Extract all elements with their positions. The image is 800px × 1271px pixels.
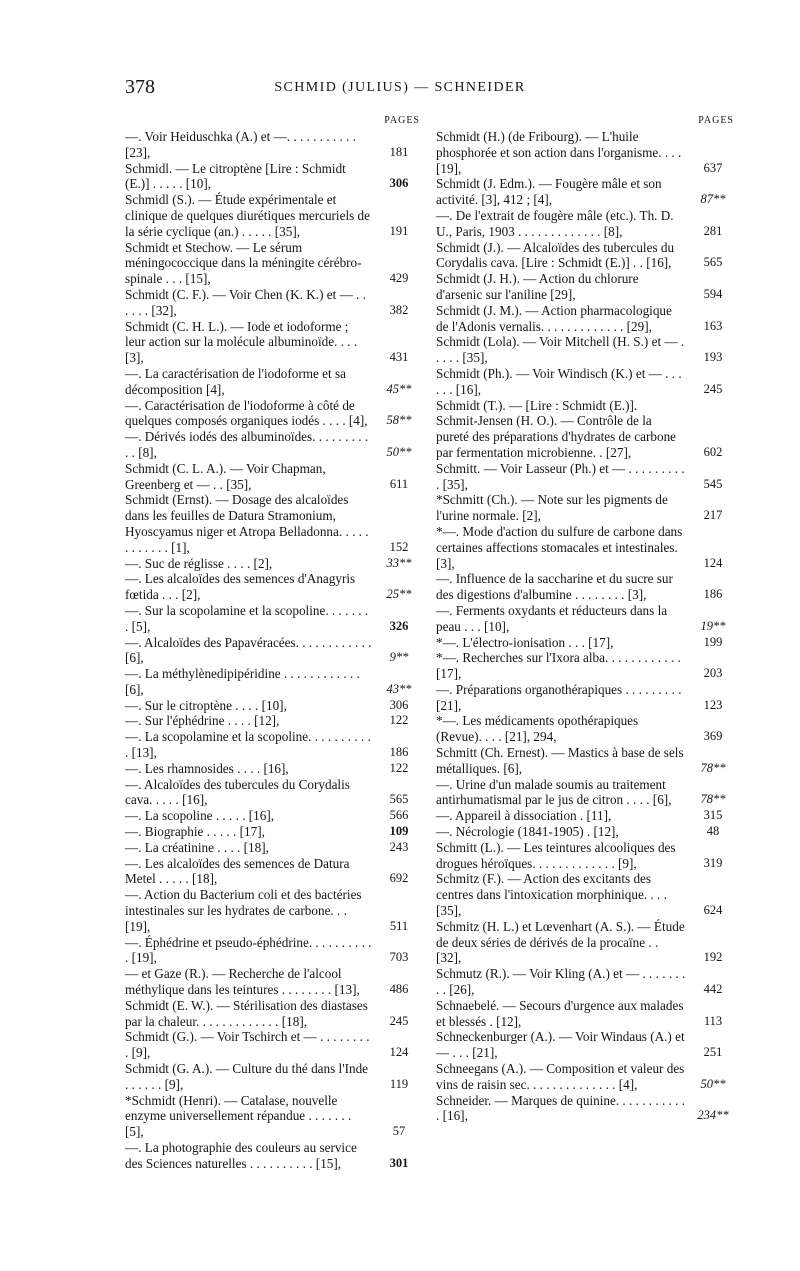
entry-text: —. Influence de la saccharine et du sucre sur des digestions d'albumine . . . . . . . . [3],	[436, 571, 673, 603]
index-entry	[436, 303, 740, 335]
entry-page: 152	[389, 539, 409, 554]
index-entry	[436, 334, 740, 366]
entry-text: Schmitt (L.). — Les teintures alcooliques des drogues héroïques. . . . . . . . . . . . . [9],	[436, 839, 676, 871]
entry-text: Schmidt (Lola). — Voir Mitchell (H. S.) et — . . . . . [35],	[436, 334, 685, 366]
index-entry	[125, 698, 426, 714]
entry-page: 78**	[700, 792, 726, 807]
index-entry	[436, 240, 740, 272]
entry-text: Schmidt (G. A.). — Culture du thé dans l'Inde . . . . . . [9],	[125, 1061, 369, 1092]
entry-text: —. Sur l'éphédrine . . . . [12],	[125, 713, 280, 729]
entry-page: 33**	[386, 555, 412, 570]
entry-text: —. La scopoline . . . . . [16],	[125, 808, 275, 824]
entry-page: 243	[389, 839, 409, 854]
entry-text: —. Biographie . . . . . [17],	[125, 824, 265, 840]
entry-text: —. Les rhamnosides . . . . [16],	[125, 760, 289, 776]
entry-page: 382	[389, 302, 409, 317]
index-entry	[125, 713, 426, 729]
index-entry	[125, 461, 426, 493]
index-entry	[125, 161, 426, 193]
entry-page: 234**	[697, 1108, 729, 1123]
index-entry	[125, 998, 426, 1030]
entry-text: —. Alcaloïdes des Papavéracées. . . . . . . . . . . . [6],	[125, 634, 372, 666]
entry-page: 9**	[389, 650, 409, 665]
entry-page: 45**	[386, 381, 412, 396]
entry-page: 193	[703, 350, 723, 365]
entry-text: Schmidt (C. L. A.). — Voir Chapman, Greenberg et — . . [35],	[125, 460, 326, 492]
entry-text: *—. Recherches sur l'Ixora alba. . . . . . . . . . . . [17],	[436, 650, 681, 682]
entry-page: 122	[389, 713, 409, 728]
left-column	[125, 115, 426, 1172]
entry-page: 124	[703, 555, 723, 570]
entry-text: —. La créatinine . . . . [18],	[125, 839, 269, 855]
entry-page: 369	[703, 729, 723, 744]
entry-text: Schmit-Jensen (H. O.). — Contrôle de la pureté des préparations d'hydrates de carbone par fermentation microbienne. . [27],	[436, 413, 677, 460]
entry-text: —. Action du Bacterium coli et des bactéries intestinales sur les hydrates de carbone. . . [19],	[125, 887, 362, 934]
entry-text: *—. Les médicaments opothérapiques (Revue). . . . [21], 294,	[436, 713, 639, 745]
index-entry	[125, 192, 426, 239]
entry-text: —. Nécrologie (1841-1905) . [12],	[436, 824, 619, 840]
entry-page: 192	[703, 950, 723, 965]
index-entry	[125, 398, 426, 430]
index-entry	[436, 777, 740, 809]
page-header	[0, 72, 800, 112]
index-entry	[125, 1029, 426, 1061]
entry-page: 692	[389, 871, 409, 886]
entry-page: 119	[389, 1076, 409, 1091]
entry-page: 57	[392, 1124, 406, 1139]
index-entry	[436, 208, 740, 240]
entry-text: —. Éphédrine et pseudo-éphédrine. . . . . . . . . . . [19],	[125, 934, 372, 966]
left-entries	[125, 129, 426, 1172]
entry-text: Schmutz (R.). — Voir Kling (A.) et — . . . . . . . . . [26],	[436, 966, 686, 998]
entry-text: Schmitz (F.). — Action des excitants des centres dans l'intoxication morphinique. . . . [35],	[436, 871, 667, 919]
entry-text: —. La méthylènedipipéridine . . . . . . . . . . . . [6],	[125, 666, 360, 697]
entry-text: —. Sur le citroptène . . . . [10],	[125, 697, 287, 713]
index-entry	[436, 524, 740, 571]
entry-page: 203	[703, 666, 723, 681]
index-entry	[436, 650, 740, 682]
index-entry	[436, 492, 740, 524]
entry-text: —. Les alcaloïdes des semences d'Anagyris fœtida . . . [2],	[125, 571, 356, 603]
entry-text: —. De l'extrait de fougère mâle (etc.). Th. D. U., Paris, 1903 . . . . . . . . . . . . . [8],	[436, 207, 674, 239]
index-entry	[125, 777, 426, 809]
entry-page: 306	[389, 176, 409, 191]
entry-text: —. Ferments oxydants et réducteurs dans la peau . . . [10],	[436, 602, 668, 634]
entry-page: 703	[389, 950, 409, 965]
right-entries	[436, 129, 740, 1124]
entry-text: *Schmidt (Henri). — Catalase, nouvelle enzyme universellement répandue . . . . . . . [5],	[125, 1092, 352, 1140]
pages-column-label: PAGES	[698, 115, 734, 126]
entry-text: Schneckenburger (A.). — Voir Windaus (A.) et — . . . [21],	[436, 1029, 685, 1061]
entry-text: *Schmitt (Ch.). — Note sur les pigments de l'urine normale. [2],	[436, 492, 668, 524]
entry-page: 48	[706, 824, 720, 839]
entry-text: Schmidl (S.). — Étude expérimentale et clinique de quelques diurétiques mercuriels de la série cyclique (an.) . . . . . [35],	[125, 192, 370, 239]
index-entry	[125, 935, 426, 967]
entry-text: Schneider. — Marques de quinine. . . . . . . . . . . . [16],	[436, 1092, 686, 1124]
entry-page: 199	[703, 634, 723, 649]
index-entry	[125, 824, 426, 840]
entry-page: 306	[389, 697, 409, 712]
entry-page: 511	[389, 918, 409, 933]
index-entry	[125, 319, 426, 366]
entry-page: 602	[703, 444, 723, 459]
index-entry	[436, 398, 740, 414]
entry-page: 486	[389, 982, 409, 997]
entry-page: 326	[389, 618, 409, 633]
entry-text: —. Préparations organothérapiques . . . . . . . . . [21],	[436, 681, 682, 713]
index-entry	[125, 366, 426, 398]
entry-text: Schmidt (G.). — Voir Tschirch et — . . . . . . . . . [9],	[125, 1029, 370, 1061]
index-entry	[436, 271, 740, 303]
entry-text: Schmidt (H.) (de Fribourg). — L'huile phosphorée et son action dans l'organisme. . . . [19],	[436, 129, 682, 176]
index-entry	[436, 808, 740, 824]
entry-page: 565	[389, 792, 409, 807]
entry-text: —. Alcaloïdes des tubercules du Corydalis cava. . . . . [16],	[125, 776, 350, 808]
entry-page: 442	[703, 982, 723, 997]
index-entry	[125, 635, 426, 667]
index-entry	[125, 966, 426, 998]
entry-text: —. La scopolamine et la scopoline. . . . . . . . . . . [13],	[125, 729, 371, 761]
entry-page: 319	[703, 855, 723, 870]
entry-text: —. Caractérisation de l'iodoforme à côté de quelques composés organiques iodés . . . . [4],	[125, 397, 368, 429]
entry-page: 565	[703, 255, 723, 270]
entry-text: —. La caractérisation de l'iodoforme et sa décomposition [4],	[125, 365, 346, 397]
index-entry	[436, 840, 740, 872]
entry-page: 109	[389, 824, 409, 839]
entry-page: 245	[389, 1013, 409, 1028]
entry-text: Schmidt (C. F.). — Voir Chen (K. K.) et — . . . . . . [32],	[125, 286, 366, 318]
index-entry	[436, 635, 740, 651]
entry-text: Schneegans (A.). — Composition et valeur des vins de raisin sec. . . . . . . . . . . . . . [4],	[436, 1061, 685, 1092]
entry-text: Schmidt et Stechow. — Le sérum méningococcique dans la méningite cérébro-spinale . . . [15],	[125, 239, 362, 287]
entry-page: 624	[703, 903, 723, 918]
index-entry	[436, 1029, 740, 1061]
entry-text: Schmitt. — Voir Lasseur (Ph.) et — . . . . . . . . . . [35],	[436, 460, 685, 492]
entry-text: Schmitt (Ch. Ernest). — Mastics à base de sels métalliques. [6],	[436, 745, 684, 776]
entry-page: 87**	[700, 192, 726, 207]
index-entry	[125, 808, 426, 824]
entry-text: Schmidl. — Le citroptène [Lire : Schmidt (E.)] . . . . . [10],	[125, 160, 346, 192]
index-entry	[125, 761, 426, 777]
entry-page: 431	[389, 350, 409, 365]
entry-text: Schmidt (J. M.). — Action pharmacologique de l'Adonis vernalis. . . . . . . . . . . . . [29],	[436, 302, 672, 334]
entry-text: Schmidt (J.). — Alcaloïdes des tubercules du Corydalis cava. [Lire : Schmidt (E.)] . . [16],	[436, 239, 675, 271]
index-entry	[125, 240, 426, 287]
entry-page: 181	[389, 144, 409, 159]
entry-page: 545	[703, 476, 723, 491]
index-entry	[125, 429, 426, 461]
index-entry	[125, 492, 426, 555]
entry-page: 113	[703, 1013, 723, 1028]
entry-text: —. Sur la scopolamine et la scopoline. . . . . . . . [5],	[125, 602, 369, 634]
running-head: SCHMID (JULIUS) — SCHNEIDER	[274, 80, 526, 95]
entry-page: 191	[389, 223, 409, 238]
entry-page: 50**	[700, 1076, 726, 1091]
index-entry	[125, 556, 426, 572]
entry-page: 122	[389, 760, 409, 775]
entry-text: Schmidt (C. H. L.). — Iode et iodoforme ; leur action sur la molécule albuminoïde. . . . [3],	[125, 318, 358, 366]
entry-page: 78**	[700, 760, 726, 775]
index-entry	[436, 571, 740, 603]
index-entry	[125, 887, 426, 934]
index-entry	[125, 1093, 426, 1140]
index-entry	[125, 856, 426, 888]
index-entry	[436, 366, 740, 398]
entry-text: Schmidt (J. H.). — Action du chlorure d'arsenic sur l'aniline [29],	[436, 271, 639, 302]
entry-page: 566	[389, 808, 409, 823]
entry-text: —. Suc de réglisse . . . . [2],	[125, 555, 273, 571]
index-entry	[436, 966, 740, 998]
entry-text: —. Urine d'un malade soumis au traitement antirhumatismal par le jus de citron . . . . [6],	[436, 776, 672, 808]
index-entry	[436, 603, 740, 635]
index-entry	[436, 461, 740, 493]
entry-text: —. Dérivés iodés des albuminoïdes. . . . . . . . . . . [8],	[125, 429, 369, 460]
entry-text: —. Les alcaloïdes des semences de Datura Metel . . . . . [18],	[125, 855, 350, 887]
entry-text: Schnaebelé. — Secours d'urgence aux malades et blessés . [12],	[436, 997, 684, 1029]
index-entry	[436, 1093, 740, 1125]
entry-page: 637	[703, 160, 723, 175]
index-entry	[436, 176, 740, 208]
index-entry	[125, 1061, 426, 1093]
index-entry	[436, 413, 740, 460]
index-entry	[125, 603, 426, 635]
entry-page: 43**	[386, 681, 412, 696]
index-entry	[125, 129, 426, 161]
index-entry	[125, 571, 426, 603]
entry-text: *—. L'électro-ionisation . . . [17],	[436, 634, 614, 650]
index-entry	[436, 129, 740, 176]
index-entry	[125, 287, 426, 319]
entry-page: 50**	[386, 444, 412, 459]
entry-page: 315	[703, 808, 723, 823]
entry-page: 123	[703, 697, 723, 712]
entry-text: —. Appareil à dissociation . [11],	[436, 808, 612, 824]
index-entry	[436, 745, 740, 777]
entry-page: 19**	[700, 618, 726, 633]
entry-page: 245	[703, 381, 723, 396]
entry-page: 251	[703, 1045, 723, 1060]
index-entry	[436, 713, 740, 745]
entry-text: —. La photographie des couleurs au service des Sciences naturelles . . . . . . . . . . [15],	[125, 1140, 357, 1171]
right-column	[436, 115, 740, 1124]
entry-page: 429	[389, 271, 409, 286]
entry-page: 58**	[386, 413, 412, 428]
index-entry	[125, 1140, 426, 1172]
entry-page: 124	[389, 1045, 409, 1060]
entry-text: —. Voir Heiduschka (A.) et —. . . . . . . . . . . [23],	[125, 129, 356, 160]
index-entry	[125, 840, 426, 856]
entry-text: Schmidt (E. W.). — Stérilisation des diastases par la chaleur. . . . . . . . . . . . . [18],	[125, 997, 368, 1029]
index-entry	[436, 871, 740, 918]
entry-text: *—. Mode d'action du sulfure de carbone dans certaines affections stomacales et intestinales. [3],	[436, 523, 683, 571]
entry-page: 186	[389, 745, 409, 760]
entry-page: 163	[703, 318, 723, 333]
entry-text: Schmitz (H. L.) et Lœvenhart (A. S.). — Étude de deux séries de dérivés de la procaïne . . [32],	[436, 918, 685, 966]
index-entry	[125, 729, 426, 761]
page-number: 378	[125, 76, 155, 98]
entry-text: — et Gaze (R.). — Recherche de l'alcool méthylique dans les teintures . . . . . . . . [13],	[125, 966, 360, 998]
entry-text: Schmidt (J. Edm.). — Fougère mâle et son activité. [3], 412 ; [4],	[436, 176, 662, 208]
index-entry	[436, 682, 740, 714]
index-entry	[436, 998, 740, 1030]
entry-page: 186	[703, 587, 723, 602]
entry-text: Schmidt (Ernst). — Dosage des alcaloïdes dans les feuilles de Datura Stramonium, Hyoscyamus niger et Atropa Belladonna. . . . . . . . . . . . [1],	[125, 492, 369, 555]
entry-page: 25**	[386, 587, 412, 602]
index-entry	[436, 824, 740, 840]
pages-column-label: PAGES	[384, 115, 420, 126]
entry-page: 611	[389, 476, 409, 491]
entry-text: Schmidt (T.). — [Lire : Schmidt (E.)].	[436, 397, 638, 413]
index-entry	[436, 919, 740, 966]
index-entry	[436, 1061, 740, 1093]
entry-page: 281	[703, 223, 723, 238]
entry-page: 594	[703, 286, 723, 301]
entry-page: 217	[703, 508, 723, 523]
entry-page: 301	[389, 1155, 409, 1170]
index-entry	[125, 666, 426, 698]
entry-text: Schmidt (Ph.). — Voir Windisch (K.) et — . . . . . . [16],	[436, 365, 682, 397]
